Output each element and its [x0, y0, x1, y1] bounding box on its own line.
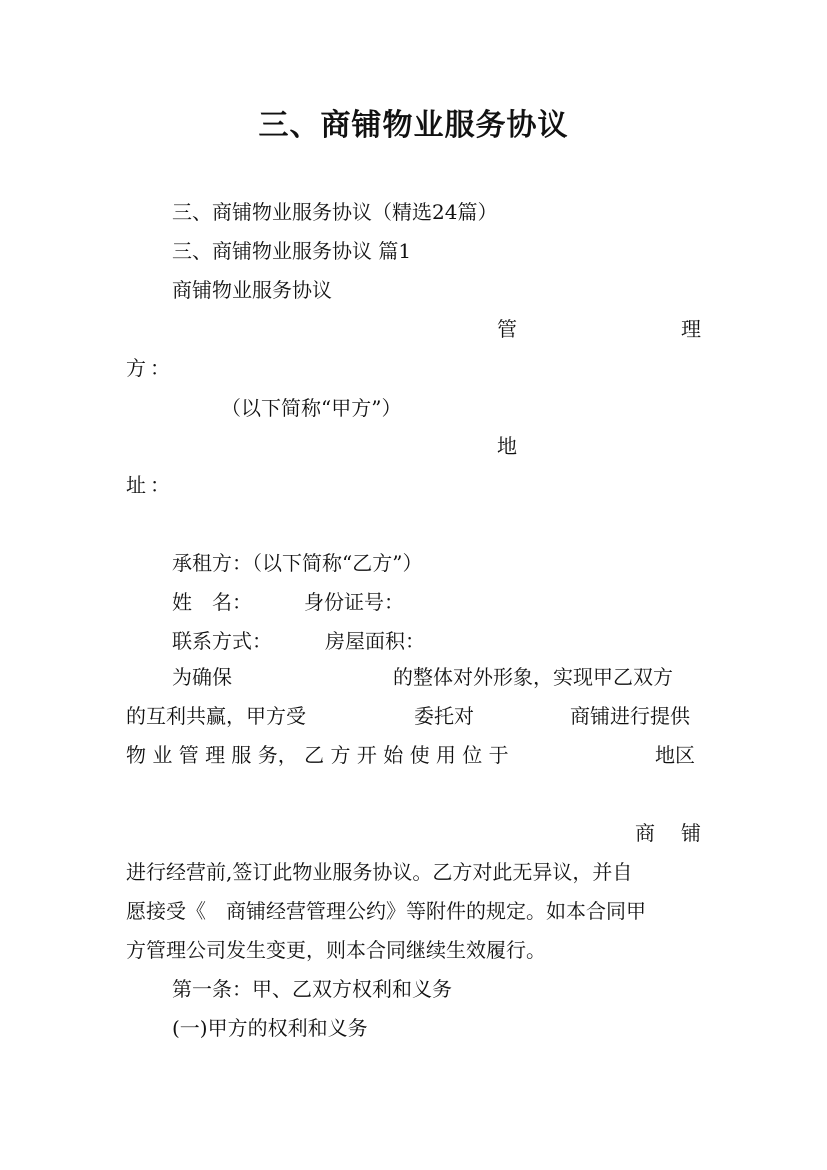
section-heading: 三、商铺物业服务协议 篇1 [172, 239, 412, 263]
manager-label-char-1: 管 [497, 317, 517, 341]
article-heading: 第一条：甲、乙双方权利和义务 [172, 977, 452, 1001]
subsection-heading: (一)甲方的权利和义务 [172, 1016, 368, 1040]
body-line: 商铺进行提供 [570, 704, 690, 728]
body-line: 进行经营前,签订此物业服务协议。乙方对此无异议，并自 [126, 860, 633, 884]
name-label: 姓 名： [172, 590, 252, 614]
body-line: 为确保 [172, 665, 232, 689]
address-label-end: 址： [126, 473, 174, 497]
manager-label-char-2: 理 [681, 317, 701, 341]
document-title: 三、商铺物业服务协议 [258, 108, 569, 143]
address-label-char: 地 [497, 434, 517, 458]
contact-label: 联系方式： [172, 629, 272, 653]
subtitle-line: 三、商铺物业服务协议（精选24篇） [172, 200, 498, 224]
shop-char-1: 商 [635, 821, 655, 845]
tenant-line: 承租方：（以下简称“乙方”） [172, 551, 423, 575]
id-number-label: 身份证号： [304, 590, 404, 614]
body-line: 的互利共赢，甲方受 [126, 704, 306, 728]
body-line: 地区 [655, 743, 695, 767]
body-line: 的整体对外形象，实现甲乙双方 [393, 665, 673, 689]
body-line: 委托对 [414, 704, 474, 728]
party-a-note: （以下简称“甲方”） [221, 396, 402, 420]
body-line: 方管理公司发生变更，则本合同继续生效履行。 [126, 938, 546, 962]
area-label: 房屋面积： [325, 629, 425, 653]
body-line: 愿接受《 商铺经营管理公约》等附件的规定。如本合同甲 [126, 899, 646, 923]
body-line: 物 业 管 理 服 务， 乙 方 开 始 使 用 位 于 [126, 743, 509, 767]
manager-label-end: 方： [126, 356, 174, 380]
agreement-name: 商铺物业服务协议 [172, 278, 332, 302]
shop-char-2: 铺 [681, 821, 701, 845]
